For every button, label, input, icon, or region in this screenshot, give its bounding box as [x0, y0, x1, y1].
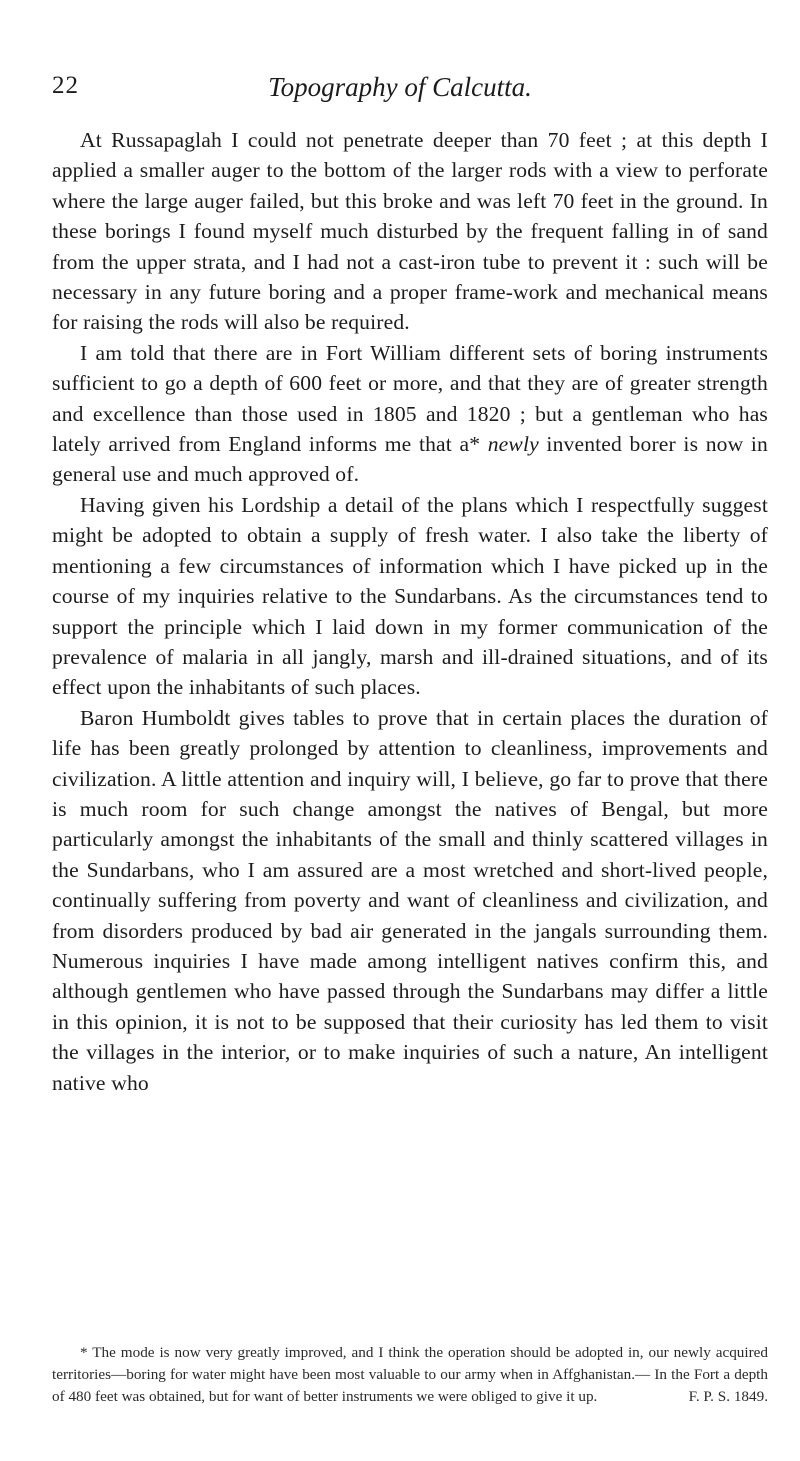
footnote-signature: F. P. S. 1849. [688, 1388, 768, 1405]
paragraph-2 [52, 338, 768, 490]
running-title: Topography of Calcutta. [268, 72, 532, 102]
footnote [52, 1342, 768, 1408]
paragraph-1: At Russapaglah I could not penetrate deeper than 70 feet ; at this depth I applied a smaller auger to the bottom of the larger rods with a view to perforate where the large auger failed, but this broke and was left 70 feet in the ground. In these borings I found myself much disturbed by the frequent falling in of sand from the upper strata, and I had not a cast-iron tube to prevent it : such will be necessary in any future boring and a proper frame-work and mechanical means for raising the rods will also be required. [52, 128, 768, 335]
paragraph-2-text-after: invented borer is now in general use and much approved of. [52, 432, 768, 487]
emphasized-word: newly [487, 432, 539, 457]
running-head [0, 72, 800, 112]
paragraph-4: Baron Humboldt gives tables to prove that in certain places the duration of life has been greatly prolonged by attention to cleanliness, improvements and civilization. A little attention and inquiry will, I believe, go far to prove that there is much room for such change amongst the natives of Bengal, but more particularly amongst the inhabitants of the small and thinly scattered villages in the Sundarbans, who I am assured are a most wretched and short-lived people, continually suffering from poverty and want of cleanliness and civilization, and from disorders produced by bad air generated in the jangals surrounding them. Numerous inquiries I have made among intelligent natives confirm this, and although gentlemen who have passed through the Sundarbans may differ a little in this opinion, it is not to be supposed that their curiosity has led them to visit the villages in the interior, or to make inquiries of such a nature, An intelligent native who [52, 705, 768, 1095]
paragraph-2-text-before: I am told that there are in Fort William different sets of boring instruments sufficient to go a depth of 600 feet or more, and that they are of greater strength and excellence than those used in 1805 and 1820 ; but a gentleman who has lately arrived from England informs me that a* [52, 340, 768, 457]
paragraph-3: Having given his Lordship a detail of the plans which I respectfully suggest might be adopted to obtain a supply of fresh water. I also take the liberty of mentioning a few circumstances of information which I have picked up in the course of my inquiries relative to the Sundarbans. As the circumstances tend to support the principle which I laid down in my former communication of the prevalence of malaria in all jangly, marsh and ill-drained situations, and of its effect upon the inhabitants of such places. [52, 492, 768, 700]
footnote-text: * The mode is now very greatly improved, and I think the operation should be adopted in, our newly acquired territories—boring for water might have been most valuable to our army when in Affghanistan.— In the Fort a depth of 480 feet was obtained, but for want of better instruments we were obliged to give it up. [52, 1344, 768, 1405]
page-number: 22 [52, 72, 79, 99]
body-text [52, 125, 768, 1098]
